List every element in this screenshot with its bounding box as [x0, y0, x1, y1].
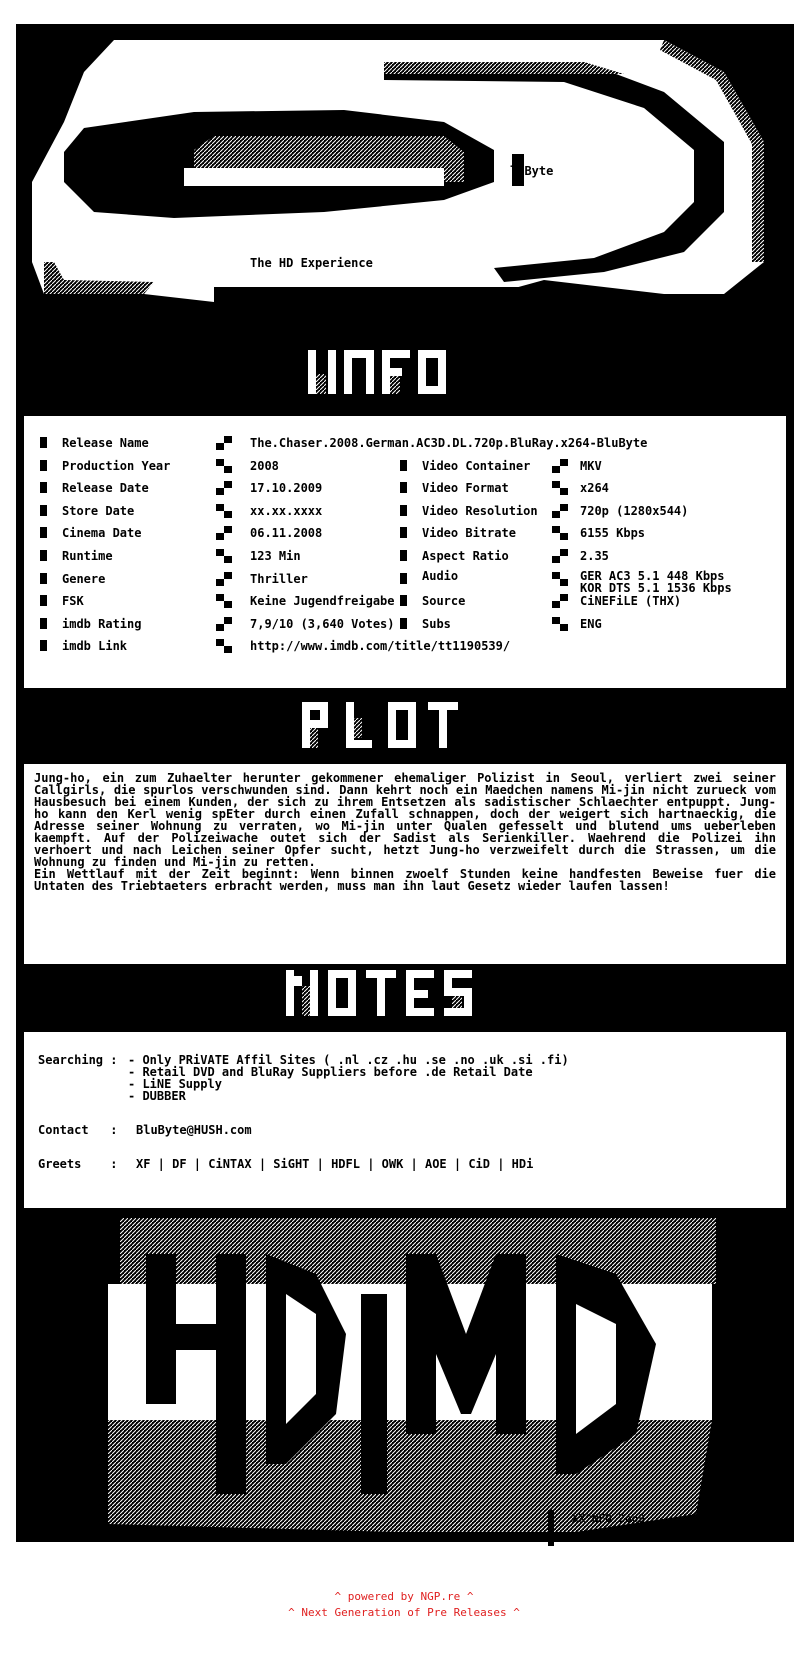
- plot-panel: [24, 764, 786, 964]
- bullet-icon: [40, 482, 47, 493]
- info-panel: [24, 416, 786, 688]
- notes-panel: [24, 1032, 786, 1208]
- info-label: Store Date: [62, 503, 135, 518]
- info-value: 2008: [250, 458, 279, 473]
- info-value: The.Chaser.2008.German.AC3D.DL.720p.BluRay.x264-BluByte: [250, 436, 648, 450]
- info-label: Video Container: [422, 458, 531, 473]
- info-value: 06.11.2008: [250, 526, 323, 541]
- separator-icon: [552, 481, 568, 495]
- info-value: 7,9/10 (3,640 Votes): [250, 616, 395, 631]
- info-label: Runtime: [62, 549, 113, 563]
- plot-paragraph-2: Ein Wettlauf mit der Zeit beginnt: Wenn binnen zwoelf Stunden keine handfesten Beweise fuer die Untaten des Triebtaeters erbracht werden, muss man ihn laut Gesetz wieder laufen lassen!: [34, 867, 776, 893]
- group-name: luByte: [510, 164, 554, 178]
- separator-icon: [552, 594, 568, 608]
- bullet-icon: [40, 550, 47, 561]
- info-value: xx.xx.xxxx: [250, 503, 323, 518]
- info-label: Cinema Date: [62, 526, 142, 541]
- bullet-icon: [400, 550, 407, 561]
- info-row: [400, 502, 770, 520]
- separator-icon: [552, 617, 568, 631]
- blubyte-logo: [24, 32, 786, 332]
- bullet-icon: [400, 482, 407, 493]
- info-row: [40, 637, 511, 655]
- bullet-icon: [400, 595, 407, 606]
- bullet-icon: [400, 527, 407, 538]
- info-value[interactable]: http://www.imdb.com/title/tt1190539/: [250, 639, 511, 654]
- bullet-icon: [40, 618, 47, 629]
- plot-paragraph-1: Jung-ho, ein zum Zuhaelter herunter gekommener ehemaliger Polizist in Seoul, verliert zwei seiner Callgirls, die spurlos verschwunden sind. Dann kehrt noch ein Maedchen namens Mi-jin nicht zurueck vom Hausbesuch bei einem Kunden, der sich zu ihrem Entsetzen als sadistischer Schlaechter entpuppt. Jung-ho kann den Kerl wenig spEter durch einen Zufall schnappen, doch der weigert sich hartnaeckig, die Adresse seiner Wohnung zu verraten, wo Mi-jin unter Qualen gefesselt und blutend ums ueberleben kaempft. Auf der Polizeiwache outet sich der Sadist als Serienkiller. Waehrend die Polizei ihn verhoert und nach Leichen seiner Opfer sucht, hetzt Jung-ho verzweifelt durch die Strassen, um die Wohnung zu finden und Mi-jin zu retten.: [34, 771, 776, 869]
- searching-item: - LiNE Supply: [128, 1077, 222, 1091]
- separator-icon: [216, 639, 232, 653]
- info-row: [400, 457, 770, 475]
- info-row: [40, 502, 410, 520]
- searching-item: - DUBBER: [128, 1089, 186, 1103]
- info-value: 2.35: [580, 549, 609, 563]
- contact-email: BluByte@HUSH.com: [136, 1123, 252, 1137]
- info-row: [40, 457, 410, 475]
- section-header-plot: [16, 688, 794, 768]
- separator-icon: [216, 459, 232, 473]
- info-label: Release Name: [62, 436, 149, 450]
- info-row: [400, 592, 770, 610]
- nfo-signature: XX^NFO 2oo9: [572, 1512, 645, 1525]
- separator-icon: [216, 594, 232, 608]
- logo-graphic: [24, 32, 786, 332]
- info-row: [40, 434, 648, 452]
- searching-item: - Retail DVD and BluRay Suppliers before .de Retail Date: [128, 1065, 533, 1079]
- info-row: [40, 524, 410, 542]
- separator-icon: [552, 526, 568, 540]
- bullet-icon: [40, 437, 47, 448]
- info-label: Video Format: [422, 481, 509, 496]
- info-value: Thriller: [250, 571, 308, 586]
- info-row: [400, 568, 770, 595]
- info-value: CiNEFiLE (THX): [580, 594, 682, 609]
- separator-icon: [552, 504, 568, 518]
- separator-icon: [216, 436, 232, 450]
- plot-text: [34, 772, 776, 892]
- bullet-icon: [40, 573, 47, 584]
- greets-list: XF | DF | CiNTAX | SiGHT | HDFL | OWK | AOE | CiD | HDi: [136, 1157, 534, 1171]
- bullet-icon: [40, 460, 47, 471]
- hdimd-logo: [16, 1214, 794, 1542]
- info-row: [40, 615, 410, 633]
- contact-label: Contact :: [38, 1123, 118, 1137]
- bullet-icon: [40, 527, 47, 538]
- bullet-icon: [40, 640, 47, 651]
- info-row: [400, 479, 770, 497]
- separator-icon: [216, 481, 232, 495]
- separator-icon: [552, 459, 568, 473]
- info-row: [400, 615, 770, 633]
- info-value: MKV: [580, 458, 602, 473]
- info-value: 6155 Kbps: [580, 526, 646, 541]
- info-row: [40, 592, 410, 610]
- info-label: Aspect Ratio: [422, 549, 509, 563]
- info-row: [400, 547, 770, 565]
- bullet-icon: [40, 505, 47, 516]
- bullet-icon: [400, 505, 407, 516]
- info-label: FSK: [62, 594, 84, 609]
- info-row: [40, 570, 410, 588]
- info-label: Video Resolution: [422, 503, 538, 518]
- footer-tagline: ^ Next Generation of Pre Releases ^: [288, 1606, 520, 1619]
- info-value: GER AC3 5.1 448 Kbps: [580, 568, 725, 583]
- info-value: 720p (1280x544): [580, 503, 689, 518]
- info-value: ENG: [580, 616, 602, 631]
- info-label: Genere: [62, 571, 106, 586]
- info-value: 123 Min: [250, 549, 301, 563]
- info-value: Keine Jugendfreigabe: [250, 594, 395, 609]
- separator-icon: [216, 526, 232, 540]
- info-label: Video Bitrate: [422, 526, 516, 541]
- info-label: Source: [422, 594, 466, 609]
- bullet-icon: [400, 618, 407, 629]
- bullet-icon: [40, 595, 47, 606]
- info-label: Subs: [422, 616, 451, 631]
- bullet-icon: [400, 573, 407, 584]
- info-value-secondary: KOR DTS 5.1 1536 Kbps: [580, 580, 732, 595]
- nfo-canvas: [16, 24, 794, 1542]
- info-label: Release Date: [62, 481, 149, 496]
- info-row: [40, 547, 410, 565]
- tagline: The HD Experience: [250, 256, 373, 270]
- separator-icon: [552, 572, 568, 586]
- footer-powered-by: ^ powered by NGP.re ^: [334, 1590, 474, 1603]
- searching-item: - Only PRiVATE Affil Sites ( .nl .cz .hu .se .no .uk .si .fi): [128, 1053, 569, 1067]
- info-row: [40, 479, 410, 497]
- section-header-info: [16, 334, 794, 414]
- info-label: imdb Rating: [62, 616, 142, 631]
- info-label: Production Year: [62, 458, 171, 473]
- info-value: x264: [580, 481, 609, 496]
- info-row: [400, 524, 770, 542]
- signature-mark: [546, 1510, 556, 1546]
- separator-icon: [216, 504, 232, 518]
- greets-label: Greets :: [38, 1157, 118, 1171]
- separator-icon: [552, 549, 568, 563]
- info-label: Audio: [422, 568, 459, 583]
- info-label: imdb Link: [62, 639, 128, 654]
- separator-icon: [216, 572, 232, 586]
- searching-label: Searching :: [38, 1053, 118, 1067]
- separator-icon: [216, 549, 232, 563]
- separator-icon: [216, 617, 232, 631]
- info-value: 17.10.2009: [250, 481, 323, 496]
- bullet-icon: [400, 460, 407, 471]
- section-header-notes: [16, 956, 794, 1036]
